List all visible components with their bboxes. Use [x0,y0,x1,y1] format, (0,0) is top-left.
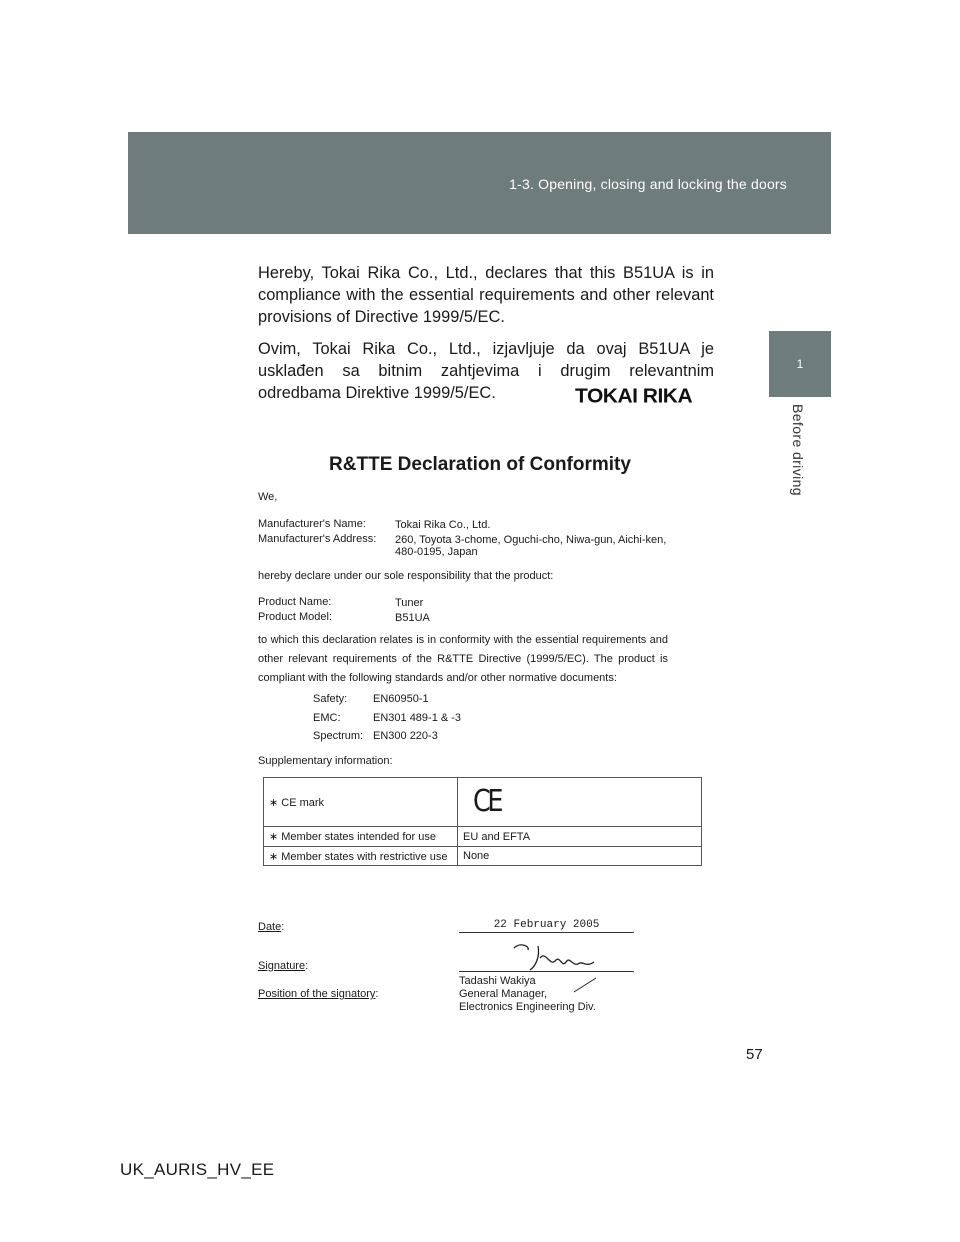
signature-label-row: Signature: [258,960,309,972]
standard-safety-value: EN60950-1 [373,693,429,705]
date-value: 22 February 2005 [493,919,600,931]
responsibility-statement: hereby declare under our sole responsibility that the product: [258,570,554,582]
table-cell-key: ∗ Member states with restrictive use [264,847,458,866]
product-name: Tuner [395,597,424,609]
position-label-row: Position of the signatory: [258,988,379,1000]
manufacturer-address-line2: 480-0195, Japan [395,546,478,558]
table-row [264,847,702,866]
product-name-label: Product Name: [258,596,332,608]
standard-emc-label: EMC: [313,712,341,724]
declaration-title: R&TTE Declaration of Conformity [329,454,631,475]
conformity-statement: to which this declaration relates is in conformity with the essential requirements and other relevant requirements of the R&TTE Directive (1999/5/EC). The product is compliant with the following standards and/or other normative documents: [258,634,668,684]
document-code: UK_AURIS_HV_EE [120,1160,275,1179]
signature-line [459,971,634,972]
table-row [264,778,702,827]
position-label: Position of the signatory [258,988,376,1000]
chapter-label: Before driving [790,404,806,496]
ce-mark-icon: CE [473,784,501,819]
table-row [264,827,702,847]
table-cell-key: ∗ Member states intended for use [264,827,458,847]
table-cell-key: ∗ CE mark [264,778,458,827]
tokai-rika-logo: TOKAI RIKA [575,385,693,408]
supplementary-table [263,777,702,866]
date-label-row: Date: [258,921,285,933]
table-cell-value: EU and EFTA [458,827,702,847]
signer-name: Tadashi Wakiya [459,975,536,987]
manufacturer-address-line1: 260, Toyota 3-chome, Oguchi-cho, Niwa-gun, Aichi-ken, [395,534,667,546]
product-model-label: Product Model: [258,611,332,623]
signer-department: Electronics Engineering Div. [459,1001,596,1013]
standard-emc-value: EN301 489-1 & -3 [373,712,462,724]
supplementary-label: Supplementary information: [258,755,393,767]
intro-english: Hereby, Tokai Rika Co., Ltd., declares that this B51UA is in compliance with the essential requirements and other relevant provisions of Directive 1999/5/EC. [258,264,714,326]
standard-spectrum-label: Spectrum: [313,730,364,742]
date-line [459,932,634,933]
date-label: Date [258,921,282,933]
section-title: 1-3. Opening, closing and locking the doors [509,176,787,192]
manufacturer-name-label: Manufacturer's Name: [258,518,366,530]
signer-title: General Manager, [459,988,548,1000]
header-band [128,132,831,234]
manufacturer-name: Tokai Rika Co., Ltd. [395,519,491,531]
standard-safety-label: Safety: [313,693,348,705]
product-model: B51UA [395,612,430,624]
standard-spectrum-value: EN300 220-3 [373,730,438,742]
chapter-number: 1 [796,357,804,371]
table-cell-value: None [458,847,702,866]
signature-label: Signature [258,960,306,972]
chapter-tab [769,331,831,397]
table-cell-value [458,778,702,827]
page-number: 57 [746,1046,763,1063]
manufacturer-address-label: Manufacturer's Address: [258,533,377,545]
signer-block [459,975,596,1014]
intro-croatian: Ovim, Tokai Rika Co., Ltd., izjavljuje da ovaj B51UA je usklađen sa bitnim zahtjevima i drugim relevantnim odredbama Direktive 1999/5/EC. [258,340,714,402]
we-text: We, [258,491,278,503]
